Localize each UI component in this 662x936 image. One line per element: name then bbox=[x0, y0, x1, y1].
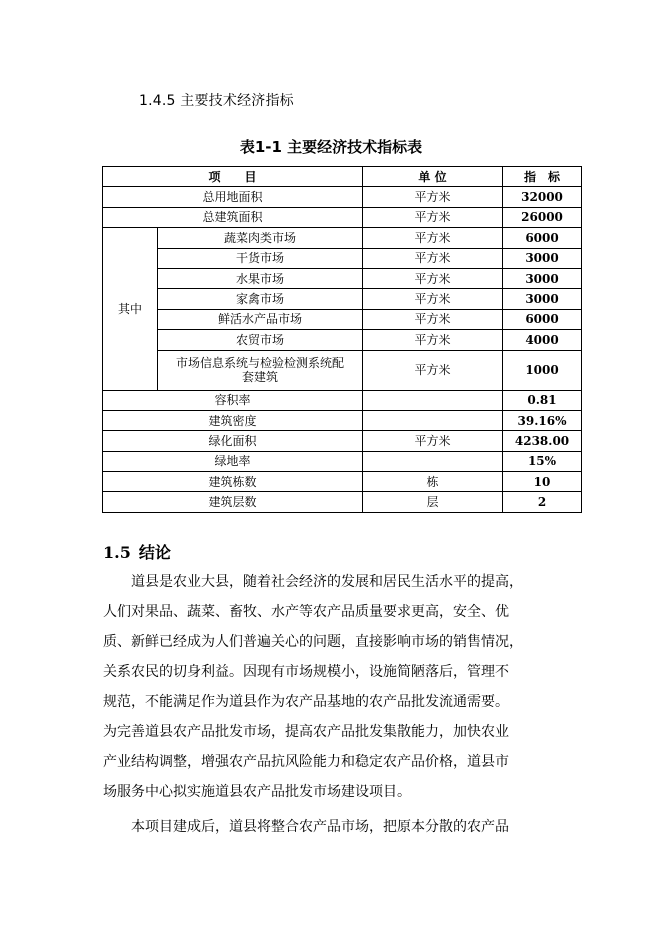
cell-item: 干货市场 bbox=[158, 248, 363, 268]
cell-value: 32000 bbox=[503, 187, 582, 207]
cell-value: 3000 bbox=[503, 289, 582, 309]
cell-item-line: 市场信息系统与检验检测系统配 bbox=[176, 356, 345, 371]
paragraph-line: 规范，不能满足作为道县作为农产品基地的农产品批发流通需要。 bbox=[103, 694, 509, 710]
group-label: 其中 bbox=[103, 228, 158, 390]
cell-unit: 层 bbox=[363, 492, 503, 512]
cell-item: 农贸市场 bbox=[158, 330, 363, 350]
cell-unit bbox=[363, 390, 503, 410]
subheading: 1.4.5 主要技术经济指标 bbox=[139, 93, 294, 109]
paragraph-line: 质、新鲜已经成为人们普遍关心的问题，直接影响市场的销售情况， bbox=[103, 634, 523, 650]
cell-value: 39.16% bbox=[503, 410, 582, 430]
cell-item: 总建筑面积 bbox=[103, 207, 363, 227]
cell-value: 10 bbox=[503, 472, 582, 492]
paragraph-line: 为完善道县农产品批发市场，提高农产品批发集散能力，加快农业 bbox=[103, 724, 509, 740]
cell-unit bbox=[363, 451, 503, 471]
section-number: 1.5 bbox=[103, 543, 131, 562]
table-row bbox=[103, 187, 582, 207]
cell-unit: 平方米 bbox=[363, 289, 503, 309]
table-row bbox=[103, 410, 582, 430]
cell-value: 15% bbox=[503, 451, 582, 471]
cell-item: 鲜活水产品市场 bbox=[158, 309, 363, 329]
header-unit: 单 位 bbox=[363, 167, 503, 187]
cell-value: 4238.00 bbox=[503, 431, 582, 451]
table-row bbox=[103, 309, 582, 329]
paragraph-line: 场服务中心拟实施道县农产品批发市场建设项目。 bbox=[103, 784, 411, 800]
cell-item: 绿化面积 bbox=[103, 431, 363, 451]
cell-unit bbox=[363, 410, 503, 430]
paragraph-line: 关系农民的切身利益。因现有市场规模小，设施简陋落后，管理不 bbox=[103, 664, 509, 680]
paragraph-line: 人们对果品、蔬菜、畜牧、水产等农产品质量要求更高，安全、优 bbox=[103, 604, 509, 620]
cell-value: 3000 bbox=[503, 268, 582, 288]
table-row bbox=[103, 390, 582, 410]
cell-item: 容积率 bbox=[103, 390, 363, 410]
table-row bbox=[103, 268, 582, 288]
conclusion-paragraph bbox=[103, 567, 563, 807]
project-paragraph bbox=[103, 812, 563, 842]
section-title: 结论 bbox=[138, 543, 171, 562]
indicator-table bbox=[102, 166, 582, 513]
table-header-row bbox=[103, 167, 582, 187]
table-row bbox=[103, 492, 582, 512]
cell-unit: 平方米 bbox=[363, 268, 503, 288]
cell-value: 2 bbox=[503, 492, 582, 512]
cell-unit: 平方米 bbox=[363, 431, 503, 451]
cell-item: 家禽市场 bbox=[158, 289, 363, 309]
cell-item: 建筑栋数 bbox=[103, 472, 363, 492]
cell-unit: 栋 bbox=[363, 472, 503, 492]
cell-unit: 平方米 bbox=[363, 187, 503, 207]
cell-value: 1000 bbox=[503, 350, 582, 390]
table-row bbox=[103, 472, 582, 492]
table-row bbox=[103, 431, 582, 451]
header-item: 项 目 bbox=[103, 167, 363, 187]
cell-unit: 平方米 bbox=[363, 228, 503, 248]
cell-value: 26000 bbox=[503, 207, 582, 227]
section-heading bbox=[103, 540, 171, 563]
table-row bbox=[103, 289, 582, 309]
cell-item: 总用地面积 bbox=[103, 187, 363, 207]
cell-item: 绿地率 bbox=[103, 451, 363, 471]
cell-value: 6000 bbox=[503, 309, 582, 329]
paragraph-line: 产业结构调整，增强农产品抗风险能力和稳定农产品价格，道县市 bbox=[103, 754, 509, 770]
table-row bbox=[103, 330, 582, 350]
cell-item: 水果市场 bbox=[158, 268, 363, 288]
cell-unit: 平方米 bbox=[363, 350, 503, 390]
table-row bbox=[103, 228, 582, 248]
cell-unit: 平方米 bbox=[363, 248, 503, 268]
table-row bbox=[103, 350, 582, 390]
cell-item-multiline bbox=[158, 350, 363, 390]
paragraph-line: 本项目建成后，道县将整合农产品市场，把原本分散的农产品 bbox=[103, 819, 509, 835]
table-row bbox=[103, 248, 582, 268]
cell-value: 3000 bbox=[503, 248, 582, 268]
cell-value: 0.81 bbox=[503, 390, 582, 410]
cell-unit: 平方米 bbox=[363, 330, 503, 350]
table-row bbox=[103, 207, 582, 227]
table-row bbox=[103, 451, 582, 471]
cell-item: 建筑层数 bbox=[103, 492, 363, 512]
cell-unit: 平方米 bbox=[363, 207, 503, 227]
cell-unit: 平方米 bbox=[363, 309, 503, 329]
header-value: 指 标 bbox=[503, 167, 582, 187]
cell-value: 4000 bbox=[503, 330, 582, 350]
cell-value: 6000 bbox=[503, 228, 582, 248]
paragraph-line: 道县是农业大县，随着社会经济的发展和居民生活水平的提高， bbox=[103, 574, 523, 590]
cell-item: 蔬菜肉类市场 bbox=[158, 228, 363, 248]
table-title: 表1-1 主要经济技术指标表 bbox=[239, 138, 423, 156]
cell-item-line: 套建筑 bbox=[242, 370, 279, 385]
cell-item: 建筑密度 bbox=[103, 410, 363, 430]
